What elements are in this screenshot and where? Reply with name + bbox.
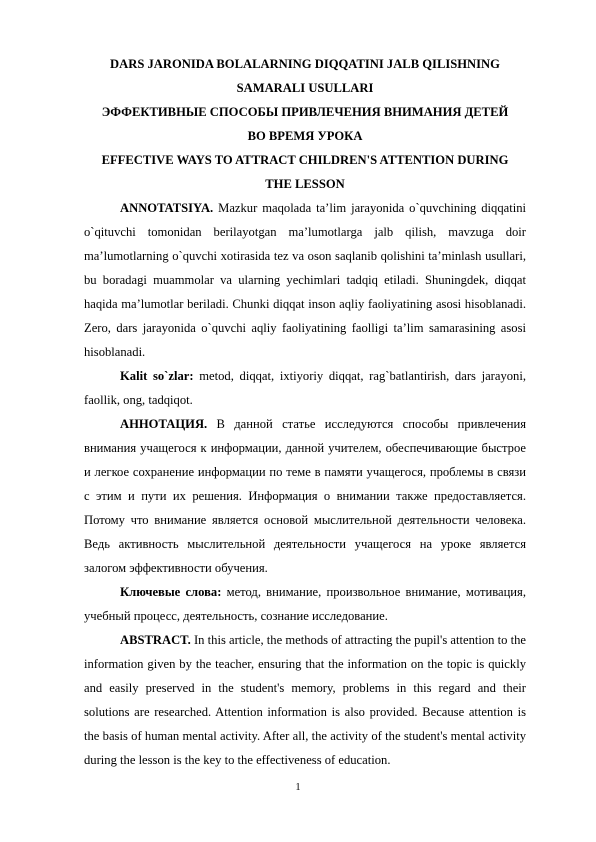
abstract-ru-text: В данной статье исследуются способы привлечения внимания учащегося к информации, данной учителем, обеспечивающие быстрое и легкое сохранение информации по теме в памяти учащегося, проблемы в связи с этим и пути их решения. Информация о внимании также предоставляется. Потому что внимание является основой мыслительной деятельности человека. Ведь активность мыслительной деятельности учащегося на уроке является залогом эффективности обучения. <box>84 417 526 575</box>
keywords-ru-text: метод, внимание, произвольное внимание, мотивация, учебный процесс, деятельность, сознание исследование. <box>84 585 526 623</box>
title-ru-line1: ЭФФЕКТИВНЫЕ СПОСОБЫ ПРИВЛЕЧЕНИЯ ВНИМАНИЯ ДЕТЕЙ <box>101 105 509 119</box>
paper-page <box>84 52 526 772</box>
abstract-uz-label: ANNOTATSIYA. <box>120 201 214 215</box>
abstract-uz-text: Mazkur maqolada ta’lim jarayonida o`quvchining diqqatini o`qituvchi tomonidan berilayotgan ma’lumotlarga jalb qilish, mavzuga doir ma’lumotlarning o`quvchi xotirasida tez va oson saqlanib qolishini ta’minlash usullari, bu boradagi muammolar va ularning yechimlari tadqiq etiladi. Shuningdek, diqqat haqida ma’lumotlar beriladi. Chunki diqqat inson aqliy faoliyatining asosi hisoblanadi. Zero, dars jarayonida o`quvchi aqliy faoliyatining faolligi ta’lim samarasining asosi hisoblanadi. <box>84 201 526 359</box>
page-number: 1 <box>295 782 301 793</box>
abstract-en-text: In this article, the methods of attracting the pupil's attention to the information given by the teacher, ensuring that the information on the topic is quickly and easily preserved in the student's memory, problems in this regard and their solutions are researched. Attention information is also provided. Because attention is the basis of human mental activity. After all, the activity of the student's mental activity during the lesson is the key to the effectiveness of education. <box>84 633 526 767</box>
title-en-line1: EFFECTIVE WAYS TO ATTRACT CHILDREN'S ATTENTION DURING <box>101 153 509 167</box>
abstract-uz <box>84 196 526 364</box>
keywords-uz <box>84 364 526 412</box>
title-ru-line2: ВО ВРЕМЯ УРОКА <box>247 129 363 143</box>
title-uz-line2: SAMARALI USULLARI <box>236 81 374 95</box>
keywords-uz-label: Kalit so`zlar: <box>120 369 194 383</box>
abstract-ru <box>84 412 526 580</box>
abstract-en <box>84 628 526 772</box>
title-uz-line1: DARS JARONIDA BOLALARNING DIQQATINI JALB QILISHNING <box>110 57 500 71</box>
abstract-ru-label: АННОТАЦИЯ. <box>120 417 208 431</box>
keywords-ru-label: Ключевые слова: <box>120 585 222 599</box>
keywords-uz-text: metod, diqqat, ixtiyoriy diqqat, rag`batlantirish, dars jarayoni, faollik, ong, tadqiqot. <box>84 369 527 407</box>
abstract-en-label: ABSTRACT. <box>120 633 191 647</box>
keywords-ru <box>84 580 526 628</box>
title-en-line2: THE LESSON <box>265 177 345 191</box>
